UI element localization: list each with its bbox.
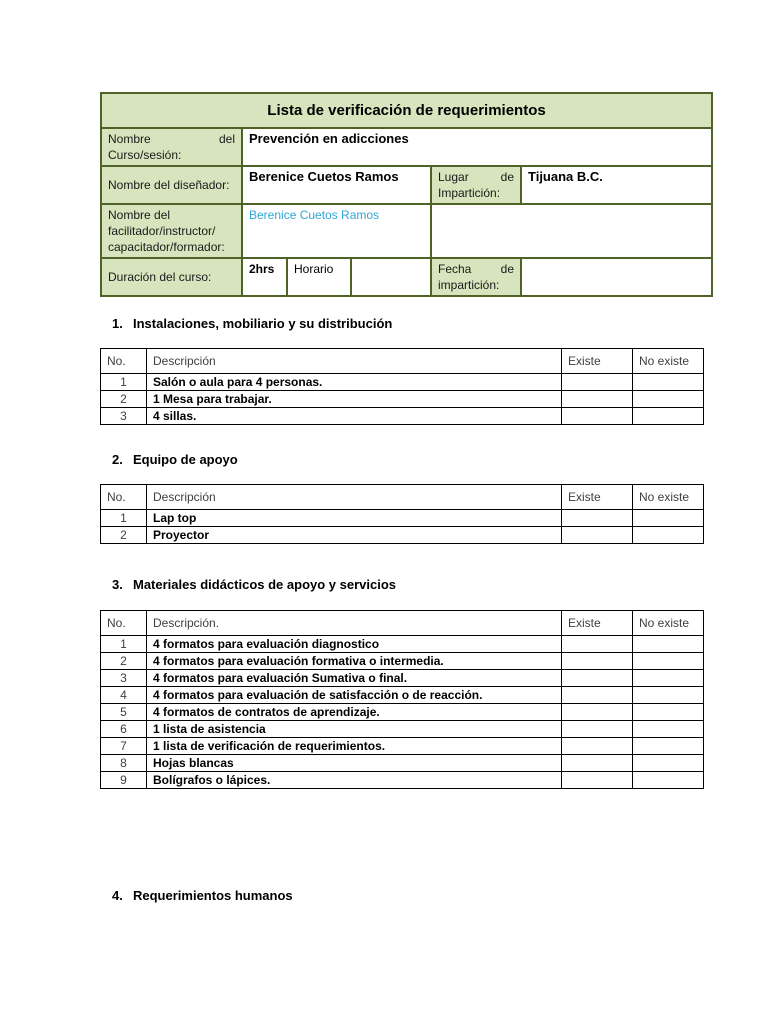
schedule-label: Horario xyxy=(287,258,351,296)
exists-cell[interactable] xyxy=(562,510,633,527)
not-exists-cell[interactable] xyxy=(633,391,704,408)
table-row: 3 4 sillas. xyxy=(101,408,704,425)
table-row: 7 1 lista de verificación de requerimientos. xyxy=(101,738,704,755)
duration-label: Duración del curso: xyxy=(101,258,242,296)
exists-cell[interactable] xyxy=(562,391,633,408)
exists-cell[interactable] xyxy=(562,772,633,789)
facilitator-label: Nombre del facilitador/instructor/ capacitador/formador: xyxy=(101,204,242,258)
col-exists: Existe xyxy=(562,611,633,636)
section-heading: 1. Instalaciones, mobiliario y su distribución xyxy=(112,316,393,331)
table-row: 4 4 formatos para evaluación de satisfacción o de reacción. xyxy=(101,687,704,704)
table-row: 1 Salón o aula para 4 personas. xyxy=(101,374,704,391)
designer-value: Berenice Cuetos Ramos xyxy=(242,166,431,204)
course-value: Prevención en adicciones xyxy=(242,128,712,166)
not-exists-cell[interactable] xyxy=(633,772,704,789)
table-row: 8 Hojas blancas xyxy=(101,755,704,772)
not-exists-cell[interactable] xyxy=(633,510,704,527)
table-row: 1 4 formatos para evaluación diagnostico xyxy=(101,636,704,653)
place-label: Lugar de Impartición: xyxy=(431,166,521,204)
table-row: 2 1 Mesa para trabajar. xyxy=(101,391,704,408)
section-heading: 2. Equipo de apoyo xyxy=(112,452,238,467)
exists-cell[interactable] xyxy=(562,738,633,755)
not-exists-cell[interactable] xyxy=(633,653,704,670)
not-exists-cell[interactable] xyxy=(633,670,704,687)
not-exists-cell[interactable] xyxy=(633,687,704,704)
col-no: No. xyxy=(101,349,147,374)
exists-cell[interactable] xyxy=(562,670,633,687)
document-title: Lista de verificación de requerimientos xyxy=(101,93,712,128)
not-exists-cell[interactable] xyxy=(633,636,704,653)
facilitator-empty-cell xyxy=(431,204,712,258)
table-row: 3 4 formatos para evaluación Sumativa o final. xyxy=(101,670,704,687)
not-exists-cell[interactable] xyxy=(633,408,704,425)
exists-cell[interactable] xyxy=(562,653,633,670)
col-description: Descripción xyxy=(147,349,562,374)
table-row: 2 Proyector xyxy=(101,527,704,544)
not-exists-cell[interactable] xyxy=(633,721,704,738)
exists-cell[interactable] xyxy=(562,704,633,721)
course-label: Nombre del Curso/sesión: xyxy=(101,128,242,166)
not-exists-cell[interactable] xyxy=(633,527,704,544)
schedule-value xyxy=(351,258,431,296)
place-value: Tijuana B.C. xyxy=(521,166,712,204)
col-exists: Existe xyxy=(562,485,633,510)
exists-cell[interactable] xyxy=(562,755,633,772)
exists-cell[interactable] xyxy=(562,687,633,704)
col-no: No. xyxy=(101,485,147,510)
date-value xyxy=(521,258,712,296)
col-not-exists: No existe xyxy=(633,349,704,374)
checklist-table-equipment xyxy=(100,484,704,544)
not-exists-cell[interactable] xyxy=(633,738,704,755)
table-row: 2 4 formatos para evaluación formativa o intermedia. xyxy=(101,653,704,670)
col-description: Descripción. xyxy=(147,611,562,636)
col-description: Descripción xyxy=(147,485,562,510)
exists-cell[interactable] xyxy=(562,527,633,544)
exists-cell[interactable] xyxy=(562,408,633,425)
table-row: 1 Lap top xyxy=(101,510,704,527)
col-not-exists: No existe xyxy=(633,485,704,510)
table-row: 9 Bolígrafos o lápices. xyxy=(101,772,704,789)
exists-cell[interactable] xyxy=(562,721,633,738)
not-exists-cell[interactable] xyxy=(633,704,704,721)
exists-cell[interactable] xyxy=(562,636,633,653)
header-info-table xyxy=(100,92,713,297)
duration-value: 2hrs xyxy=(242,258,287,296)
date-label: Fecha de impartición: xyxy=(431,258,521,296)
col-exists: Existe xyxy=(562,349,633,374)
designer-label: Nombre del diseñador: xyxy=(101,166,242,204)
not-exists-cell[interactable] xyxy=(633,374,704,391)
checklist-table-facilities xyxy=(100,348,704,425)
col-no: No. xyxy=(101,611,147,636)
exists-cell[interactable] xyxy=(562,374,633,391)
table-row: 5 4 formatos de contratos de aprendizaje. xyxy=(101,704,704,721)
section-heading: 3. Materiales didácticos de apoyo y servicios xyxy=(112,577,397,592)
section-heading: 4. Requerimientos humanos xyxy=(112,888,293,903)
col-not-exists: No existe xyxy=(633,611,704,636)
checklist-table-materials xyxy=(100,610,704,789)
not-exists-cell[interactable] xyxy=(633,755,704,772)
facilitator-value: Berenice Cuetos Ramos xyxy=(242,204,431,258)
table-row: 6 1 lista de asistencia xyxy=(101,721,704,738)
